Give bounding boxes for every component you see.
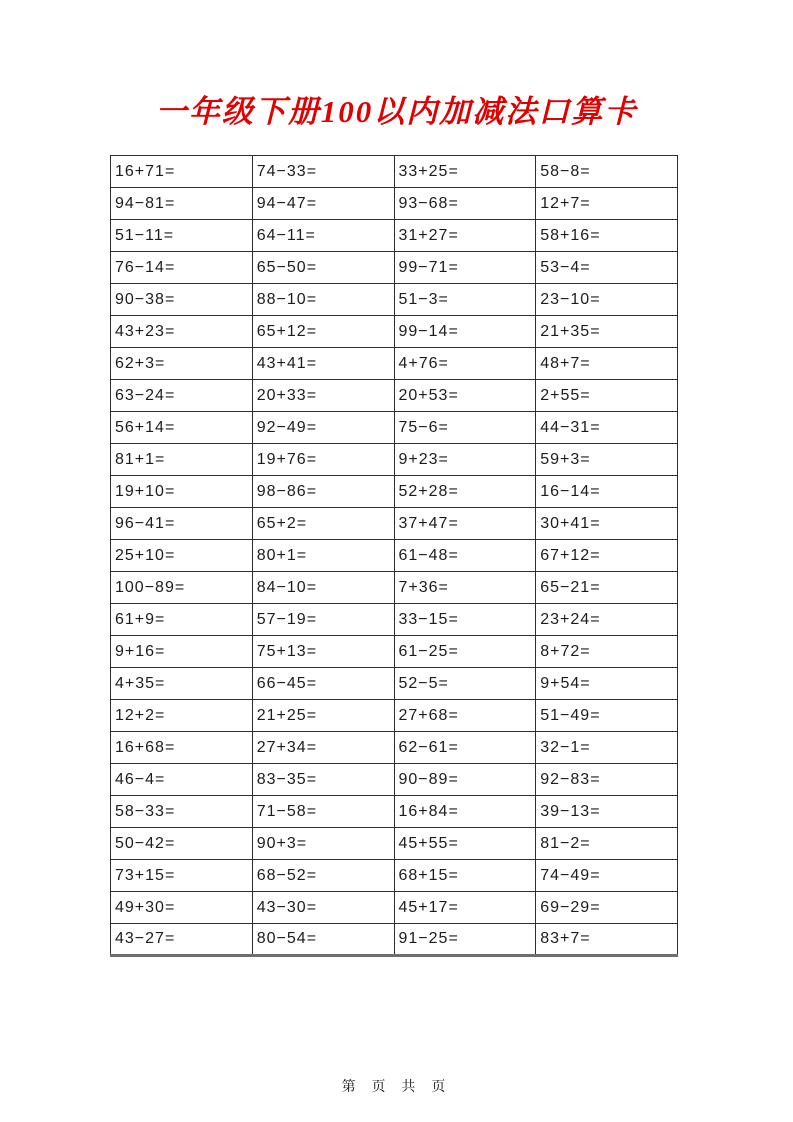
problem-cell: 63−24= xyxy=(111,380,253,412)
problems-table-body xyxy=(111,156,678,956)
problem-cell: 83−35= xyxy=(252,764,394,796)
problem-cell: 9+54= xyxy=(536,668,678,700)
problem-cell: 94−81= xyxy=(111,188,253,220)
problem-cell: 65−21= xyxy=(536,572,678,604)
problem-cell: 61+9= xyxy=(111,604,253,636)
problem-cell: 84−10= xyxy=(252,572,394,604)
problem-row xyxy=(111,796,678,828)
problem-cell: 91−25= xyxy=(394,924,536,956)
problem-cell: 32−1= xyxy=(536,732,678,764)
problem-cell: 46−4= xyxy=(111,764,253,796)
problem-cell: 23+24= xyxy=(536,604,678,636)
problem-cell: 65−50= xyxy=(252,252,394,284)
problem-row xyxy=(111,412,678,444)
problem-cell: 31+27= xyxy=(394,220,536,252)
problem-cell: 92−49= xyxy=(252,412,394,444)
problem-cell: 43−27= xyxy=(111,924,253,956)
problem-row xyxy=(111,668,678,700)
problem-cell: 16+84= xyxy=(394,796,536,828)
problem-cell: 75−6= xyxy=(394,412,536,444)
problem-cell: 9+23= xyxy=(394,444,536,476)
problem-cell: 52−5= xyxy=(394,668,536,700)
problem-row xyxy=(111,316,678,348)
problem-row xyxy=(111,220,678,252)
problem-cell: 74−33= xyxy=(252,156,394,188)
problem-cell: 94−47= xyxy=(252,188,394,220)
problem-cell: 25+10= xyxy=(111,540,253,572)
problem-cell: 67+12= xyxy=(536,540,678,572)
problem-cell: 51−11= xyxy=(111,220,253,252)
problem-cell: 27+34= xyxy=(252,732,394,764)
problem-cell: 81−2= xyxy=(536,828,678,860)
problem-cell: 2+55= xyxy=(536,380,678,412)
problem-cell: 69−29= xyxy=(536,892,678,924)
problem-row xyxy=(111,604,678,636)
problem-cell: 80+1= xyxy=(252,540,394,572)
problem-row xyxy=(111,924,678,956)
problem-cell: 51−3= xyxy=(394,284,536,316)
problem-cell: 58+16= xyxy=(536,220,678,252)
problem-cell: 48+7= xyxy=(536,348,678,380)
problem-cell: 53−4= xyxy=(536,252,678,284)
problem-cell: 16+68= xyxy=(111,732,253,764)
problem-row xyxy=(111,764,678,796)
problem-cell: 23−10= xyxy=(536,284,678,316)
problem-cell: 12+7= xyxy=(536,188,678,220)
problem-cell: 88−10= xyxy=(252,284,394,316)
problem-cell: 57−19= xyxy=(252,604,394,636)
problem-cell: 45+55= xyxy=(394,828,536,860)
problem-cell: 33−15= xyxy=(394,604,536,636)
problem-cell: 90+3= xyxy=(252,828,394,860)
problem-cell: 99−14= xyxy=(394,316,536,348)
problem-cell: 43+41= xyxy=(252,348,394,380)
problem-cell: 83+7= xyxy=(536,924,678,956)
problem-cell: 44−31= xyxy=(536,412,678,444)
problem-cell: 51−49= xyxy=(536,700,678,732)
problem-cell: 74−49= xyxy=(536,860,678,892)
problem-cell: 90−89= xyxy=(394,764,536,796)
problem-row xyxy=(111,508,678,540)
problems-table xyxy=(110,155,678,957)
problem-cell: 75+13= xyxy=(252,636,394,668)
problem-row xyxy=(111,444,678,476)
problem-cell: 43+23= xyxy=(111,316,253,348)
problem-row xyxy=(111,828,678,860)
problem-cell: 68−52= xyxy=(252,860,394,892)
problem-cell: 92−83= xyxy=(536,764,678,796)
problem-cell: 52+28= xyxy=(394,476,536,508)
problem-cell: 39−13= xyxy=(536,796,678,828)
problem-cell: 81+1= xyxy=(111,444,253,476)
problem-cell: 58−8= xyxy=(536,156,678,188)
problem-cell: 45+17= xyxy=(394,892,536,924)
problem-row xyxy=(111,860,678,892)
problem-row xyxy=(111,348,678,380)
problem-cell: 19+10= xyxy=(111,476,253,508)
problem-cell: 7+36= xyxy=(394,572,536,604)
problem-cell: 9+16= xyxy=(111,636,253,668)
problem-cell: 61−25= xyxy=(394,636,536,668)
problem-cell: 16+71= xyxy=(111,156,253,188)
problem-cell: 30+41= xyxy=(536,508,678,540)
problem-cell: 62+3= xyxy=(111,348,253,380)
problem-cell: 4+35= xyxy=(111,668,253,700)
problem-row xyxy=(111,188,678,220)
problem-cell: 59+3= xyxy=(536,444,678,476)
problem-cell: 76−14= xyxy=(111,252,253,284)
problem-row xyxy=(111,732,678,764)
problem-cell: 64−11= xyxy=(252,220,394,252)
problem-cell: 90−38= xyxy=(111,284,253,316)
problem-cell: 37+47= xyxy=(394,508,536,540)
problem-cell: 19+76= xyxy=(252,444,394,476)
problem-row xyxy=(111,700,678,732)
problem-cell: 93−68= xyxy=(394,188,536,220)
problem-cell: 20+33= xyxy=(252,380,394,412)
problem-cell: 56+14= xyxy=(111,412,253,444)
problem-row xyxy=(111,636,678,668)
problem-row xyxy=(111,380,678,412)
problem-cell: 12+2= xyxy=(111,700,253,732)
page-footer: 第 页 共 页 xyxy=(341,1078,452,1094)
problem-cell: 33+25= xyxy=(394,156,536,188)
problem-cell: 62−61= xyxy=(394,732,536,764)
problem-row xyxy=(111,892,678,924)
problem-cell: 21+35= xyxy=(536,316,678,348)
problem-cell: 20+53= xyxy=(394,380,536,412)
problem-cell: 68+15= xyxy=(394,860,536,892)
problem-row xyxy=(111,572,678,604)
problem-cell: 21+25= xyxy=(252,700,394,732)
problem-cell: 96−41= xyxy=(111,508,253,540)
problem-cell: 16−14= xyxy=(536,476,678,508)
problem-row xyxy=(111,156,678,188)
problem-cell: 73+15= xyxy=(111,860,253,892)
problem-cell: 71−58= xyxy=(252,796,394,828)
problem-cell: 65+2= xyxy=(252,508,394,540)
page-title: 一年级下册100以内加减法口算卡 xyxy=(155,94,638,129)
problem-cell: 49+30= xyxy=(111,892,253,924)
problem-row xyxy=(111,284,678,316)
problem-cell: 66−45= xyxy=(252,668,394,700)
problem-row xyxy=(111,540,678,572)
problem-cell: 27+68= xyxy=(394,700,536,732)
problem-cell: 65+12= xyxy=(252,316,394,348)
problem-cell: 98−86= xyxy=(252,476,394,508)
problem-cell: 61−48= xyxy=(394,540,536,572)
problem-row xyxy=(111,252,678,284)
problem-cell: 99−71= xyxy=(394,252,536,284)
problem-cell: 100−89= xyxy=(111,572,253,604)
problem-cell: 8+72= xyxy=(536,636,678,668)
problem-cell: 80−54= xyxy=(252,924,394,956)
problem-cell: 58−33= xyxy=(111,796,253,828)
problem-cell: 50−42= xyxy=(111,828,253,860)
problem-cell: 43−30= xyxy=(252,892,394,924)
problem-row xyxy=(111,476,678,508)
problem-cell: 4+76= xyxy=(394,348,536,380)
